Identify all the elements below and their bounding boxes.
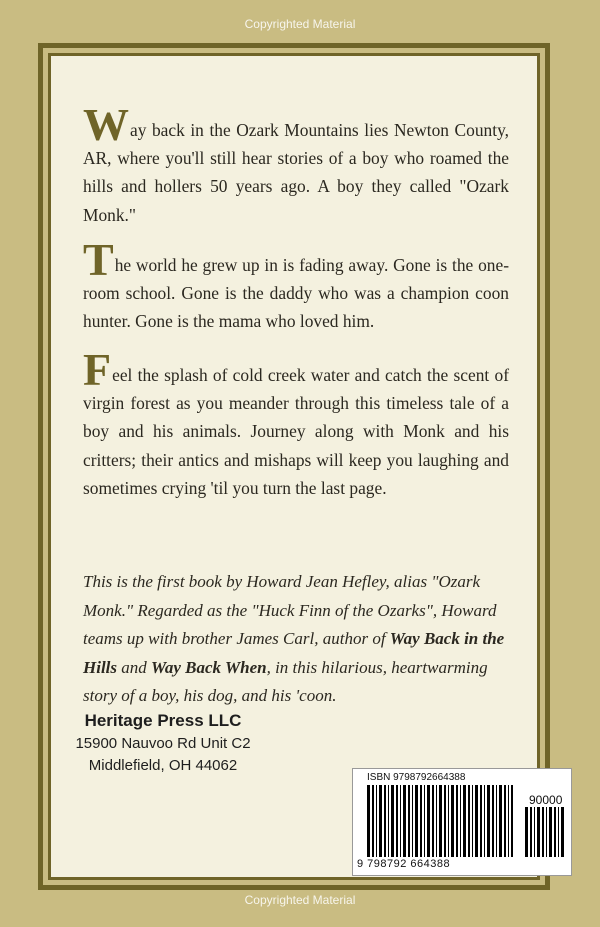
barcode-bar: [444, 785, 446, 857]
barcode-bar: [388, 785, 389, 857]
publisher-address-line-2: Middlefield, OH 44062: [88, 757, 238, 774]
book-title-way-back-when: Way Back When: [151, 657, 267, 677]
isbn-barcode: [352, 768, 572, 876]
barcode-bar: [480, 785, 482, 857]
isbn-label: ISBN 9798792664388: [367, 772, 466, 783]
copyright-watermark-top: Copyrighted Material: [244, 17, 356, 31]
barcode-bar: [558, 807, 559, 857]
barcode-bar: [376, 785, 377, 857]
barcode-bar: [420, 785, 422, 857]
barcode-bar: [475, 785, 478, 857]
barcode-bar: [427, 785, 430, 857]
author-note: [83, 568, 509, 711]
barcode-bar: [472, 785, 473, 857]
paragraph-text: ay back in the Ozark Mountains lies Newton County, AR, where you'll still hear stories of a boy who roamed the hills and hollers 50 years ago. A boy they called "Ozark Monk.": [83, 120, 509, 225]
barcode-bar: [396, 785, 398, 857]
barcode-bar: [424, 785, 425, 857]
barcode-bar: [504, 785, 506, 857]
barcode-bar: [542, 807, 544, 857]
barcode-bar: [511, 785, 513, 857]
author-note-text: , in this hilarious, heartwarming story of a boy, his dog, and his 'coon.: [83, 657, 488, 705]
blurb-paragraph-1: [83, 99, 509, 229]
drop-cap: T: [83, 234, 114, 285]
barcode-bar: [487, 785, 490, 857]
barcode-bar: [549, 807, 552, 857]
barcode-bar: [492, 785, 494, 857]
barcode-bar: [537, 807, 540, 857]
barcode-digits: 9 798792 664388: [357, 858, 451, 870]
barcode-bar: [400, 785, 401, 857]
barcode-bar: [379, 785, 382, 857]
barcode-bar: [530, 807, 532, 857]
barcode-bar: [384, 785, 386, 857]
barcode-bar: [408, 785, 410, 857]
barcode-bar: [561, 807, 564, 857]
publisher-info: [58, 709, 268, 777]
barcode-bar: [432, 785, 434, 857]
barcode-bar: [525, 807, 528, 857]
author-note-text: This is the first book by Howard Jean Hefley, alias "Ozark Monk." Regarded as the "Huck Finn of the Ozarks", Howard teams up with brother James Carl, author of: [83, 572, 497, 648]
drop-cap: F: [83, 344, 112, 395]
blurb-paragraph-2: [83, 234, 509, 336]
book-title-way-back-in-the-hills: Way Back in the Hills: [83, 629, 505, 677]
barcode-bar: [403, 785, 406, 857]
barcode-bar: [451, 785, 454, 857]
barcode-bar: [546, 807, 547, 857]
barcode-bar: [496, 785, 497, 857]
barcode-bar: [439, 785, 442, 857]
barcode-bar: [554, 807, 556, 857]
price-code: 90000: [529, 793, 563, 807]
author-note-text: and: [117, 657, 152, 677]
copyright-watermark-bottom: Copyrighted Material: [244, 893, 356, 907]
barcode-bar: [484, 785, 485, 857]
barcode-bar: [534, 807, 535, 857]
drop-cap: W: [83, 99, 129, 150]
blurb-paragraph-3: [83, 344, 509, 502]
barcode-bar: [460, 785, 461, 857]
barcode-bar: [391, 785, 394, 857]
barcode-bar: [468, 785, 470, 857]
barcode-bar: [367, 785, 370, 857]
barcode-bar: [456, 785, 458, 857]
paragraph-text: he world he grew up in is fading away. Gone is the one-room school. Gone is the daddy who was a champion coon hunter. Gone is the mama who loved him.: [83, 255, 509, 332]
barcode-bar: [499, 785, 502, 857]
barcode-bar: [508, 785, 509, 857]
barcode-bar: [412, 785, 413, 857]
publisher-name: Heritage Press LLC: [84, 711, 242, 730]
barcode-bar: [415, 785, 418, 857]
barcode-bar: [463, 785, 466, 857]
barcode-bar: [448, 785, 449, 857]
barcode-bar: [436, 785, 437, 857]
barcode-bar: [372, 785, 374, 857]
publisher-address-line-1: 15900 Nauvoo Rd Unit C2: [75, 735, 251, 752]
paragraph-text: eel the splash of cold creek water and catch the scent of virgin forest as you meander through this timeless tale of a boy and his animals. Journey along with Monk and his critters; their antics and mishaps will keep you laughing and sometimes crying 'til you turn the last page.: [83, 365, 509, 498]
